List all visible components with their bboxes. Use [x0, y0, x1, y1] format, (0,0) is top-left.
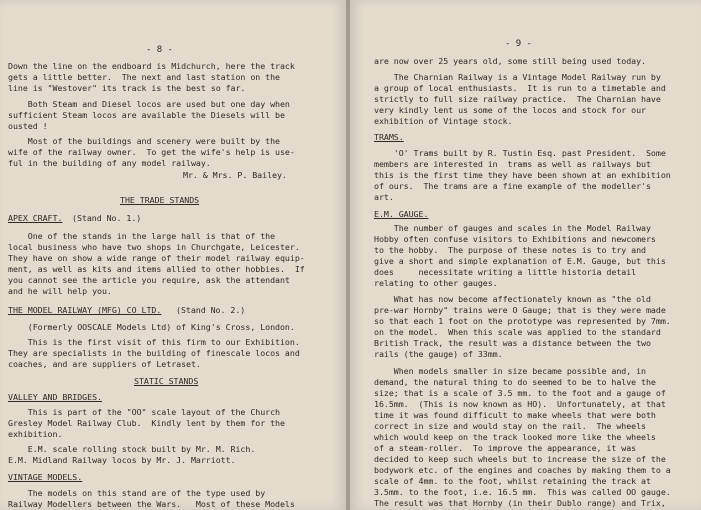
text-line: a group of local enthusiasts. It is run to a timetable and [374, 83, 666, 93]
text-line: ousted ! [8, 121, 48, 131]
signature-line: Mr. & Mrs. P. Bailey. [183, 170, 287, 180]
text-line: ment, as well as kits and items allied to other hobbies. If [8, 264, 305, 274]
text-line: They have on show a wide range of their model railway equip- [8, 253, 305, 263]
subheading: APEX CRAFT. [8, 213, 63, 223]
subheading: TRAMS. [374, 132, 404, 142]
text-line: strictly to full size railway practice. The Charnian have [374, 94, 661, 104]
text-line: E.M. Midland Railway locos by Mr. J. Marriott. [8, 455, 236, 465]
right-page [350, 0, 701, 510]
text-line: decided to keep such wheels but to increase the size of the [374, 454, 666, 464]
text-line: Both Steam and Diesel locos are used but one day when [8, 99, 290, 109]
subheading: THE MODEL RAILWAY (MFG) CO LTD. [8, 305, 162, 315]
text-line: wife of the railway owner. To get the wife's help is use- [8, 147, 295, 157]
text-line: 3.5mm. to the foot, i.e. 16.5 mm. This was called OO gauge. [374, 487, 671, 497]
text-line: this is the first time they have been shown at an exhibition [374, 170, 671, 180]
text-line: ful in the building of any model railway. [8, 158, 211, 168]
text-line: art. [374, 192, 394, 202]
text-line: When models smaller in size became possible and, in [374, 366, 646, 376]
text-line: What has now become affectionately known as "the old [374, 294, 651, 304]
text-line: members are interested in trams as well as railways but [374, 159, 651, 169]
subheading: VALLEY AND BRIDGES. [8, 392, 102, 402]
text-line: The result was that Hornby (in their Dublo range) and Trix, [374, 498, 666, 508]
text-line: The Charnian Railway is a Vintage Model Railway run by [374, 72, 661, 82]
text-line: exhibition. [8, 429, 63, 439]
section-heading: STATIC STANDS [134, 376, 199, 386]
text-line: so that each 1 foot on the prototype was represented by 7mm. [374, 316, 671, 326]
text-line: British Track, the result was a distance between the two [374, 338, 651, 348]
text-line: line is "Westover" its track is the best so far. [8, 83, 246, 93]
text-line: to the hobby. The purpose of these notes is to try and [374, 245, 646, 255]
text-line: demand, the natural thing to do seemed to be to halve the [374, 377, 656, 387]
text-line: local business who have two shops in Churchgate, Leicester. [8, 242, 300, 252]
stand-number: (Stand No. 1.) [72, 213, 142, 223]
text-line: Gresley Model Railway Club. Kindly lent by them for the [8, 418, 285, 428]
text-line: you cannot see the article you require, ask the attendant [8, 275, 290, 285]
text-line: Railway Modellers between the Wars. Most of these Models [8, 499, 295, 509]
text-line: 'O' Trams built by R. Tustin Esq. past President. Some [374, 148, 666, 158]
text-line: are now over 25 years old, some still being used today. [374, 56, 646, 66]
text-line: E.M. scale rolling stock built by Mr. M. Rich. [8, 444, 256, 454]
text-line: bodywork etc. of the engines and coaches by making them to a [374, 465, 671, 475]
text-line: Most of the buildings and scenery were built by the [8, 136, 280, 146]
text-line: does necessitate writing a little historia detail [374, 267, 637, 277]
text-line: Down the line on the endboard is Midchurch, here the track [8, 61, 295, 71]
text-line: (Formerly OOSCALE Models Ltd) of King's Cross, London. [8, 322, 295, 332]
text-line: scale of 4mm. to the foot, whilst retaining the track at [374, 476, 651, 486]
page-number: - 8 - [146, 45, 173, 55]
text-line: of a steam-roller. To improve the appearance, it was [374, 443, 637, 453]
text-line: They are specialists in the building of finescale locos and [8, 348, 300, 358]
text-line: exhibition of Vintage stock. [374, 116, 513, 126]
text-line: correct in size and would stay on the rail. The wheels [374, 421, 646, 431]
text-line: pre-war Hornby" trains were O Gauge; that is they were made [374, 305, 666, 315]
text-line: This is the first visit of this firm to our Exhibition. [8, 337, 300, 347]
text-line: One of the stands in the large hall is that of the [8, 231, 276, 241]
stand-number: (Stand No. 2.) [176, 305, 246, 315]
text-line: give a short and simple explanation of E.M. Gauge, but this [374, 256, 666, 266]
subheading: VINTAGE MODELS. [8, 472, 83, 482]
text-line: very kindly lent us some of the locos and stock for our [374, 105, 646, 115]
text-line: Hobby often confuse visitors to Exhibitions and newcomers [374, 234, 656, 244]
text-line: on the model. When this scale was applied to the standard [374, 327, 661, 337]
text-line: The models on this stand are of the type used by [8, 488, 266, 498]
text-line: rails (the gauge) of 33mm. [374, 349, 503, 359]
text-line: which would keep on the track looked more like the wheels [374, 432, 656, 442]
text-line: The number of gauges and scales in the Model Railway [374, 223, 651, 233]
text-line: sufficient Steam locos are available the Diesels will be [8, 110, 285, 120]
page-number: - 9 - [505, 39, 532, 49]
text-line: gets a little better. The next and last station on the [8, 72, 280, 82]
text-line: size; that is a scale of 3.5 mm. to the foot and a gauge of [374, 388, 666, 398]
text-line: and he will help you. [8, 286, 112, 296]
text-line: coaches, and are suppliers of Letraset. [8, 359, 201, 369]
subheading: E.M. GAUGE. [374, 209, 429, 219]
text-line: of ours. The trams are a fine example of the modeller's [374, 181, 651, 191]
text-line: This is part of the "OO" scale layout of the Church [8, 407, 280, 417]
text-line: time it was found difficult to make wheels that were both [374, 410, 656, 420]
text-line: relating to other gauges. [374, 278, 498, 288]
section-heading: THE TRADE STANDS [120, 195, 200, 205]
left-page [0, 0, 346, 510]
text-line: 16.5mm. (This is now known as HO). Unfortunately, at that [374, 399, 666, 409]
